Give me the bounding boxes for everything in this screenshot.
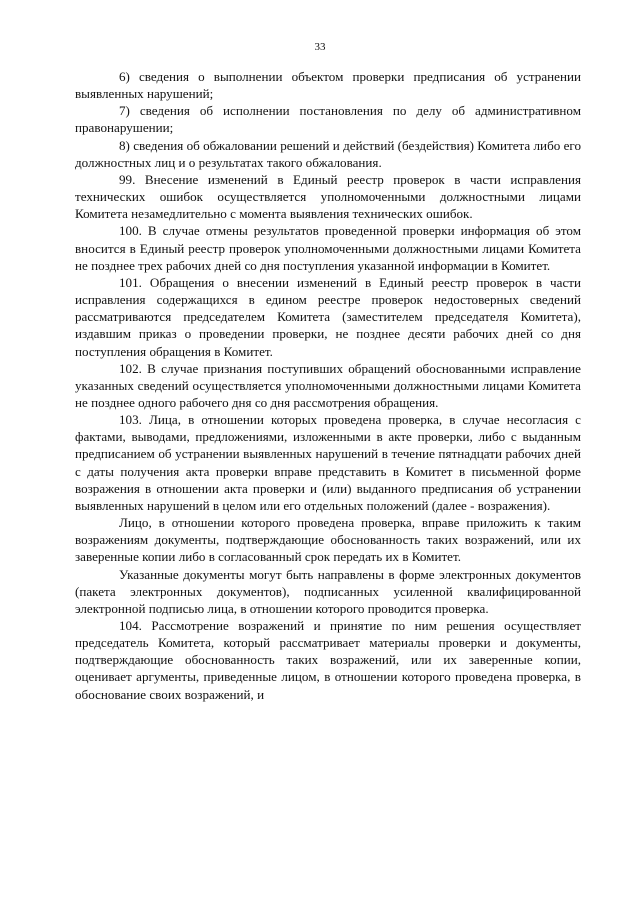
paragraph-103-electronic-documents: Указанные документы могут быть направлены в форме электронных документов (пакета электронных документов), подписанных усиленной квалифицированной электронной подписью лица, в отношении которого проводится проверка.: [75, 566, 581, 616]
paragraph-103-attachments: Лицо, в отношении которого проведена проверка, вправе приложить к таким возражениям документы, подтверждающие обоснованность таких возражений, или их заверенные копии либо в согласованный срок передать их в Комитет.: [75, 515, 581, 565]
paragraph-104: 104. Рассмотрение возражений и принятие по ним решения осуществляет председатель Комитета, который рассматривает материалы проверки и документы, подтверждающие обоснованность таких возражений, или их заверенные копии, оценивает аргументы, приведенные лицом, в отношении которого проведена проверка, в обоснование своих возражений, и: [75, 618, 581, 702]
paragraph-101: 101. Обращения о внесении изменений в Единый реестр проверок в части исправления содержащихся в едином реестре проверок недостоверных сведений рассматриваются председателем Комитета (заместителем председателя Комитета), издавшим приказ о проведении проверки, не позднее десяти рабочих дней со дня поступления обращения в Комитет.: [75, 274, 581, 359]
paragraph-item-8: 8) сведения об обжаловании решений и действий (бездействия) Комитета либо его должностных лиц и о результатах такого обжалования.: [75, 137, 581, 170]
paragraph-item-6: 6) сведения о выполнении объектом проверки предписания об устранении выявленных нарушений;: [75, 69, 581, 102]
document-body: [75, 68, 581, 703]
paragraph-99: 99. Внесение изменений в Единый реестр проверок в части исправления технических ошибок осуществляется уполномоченными должностными лицами Комитета незамедлительно с момента выявления технических ошибок.: [75, 171, 581, 222]
paragraph-item-7: 7) сведения об исполнении постановления по делу об административном правонарушении;: [75, 103, 581, 136]
paragraph-102: 102. В случае признания поступивших обращений обоснованными исправление указанных сведений осуществляется уполномоченными должностными лицами Комитета не позднее одного рабочего дня со дня рассмотрения обращения.: [75, 360, 581, 410]
paragraph-100: 100. В случае отмены результатов проведенной проверки информация об этом вносится в Единый реестр проверок уполномоченными должностными лицами Комитета не позднее трех рабочих дней со дня поступления указанной информации в Комитет.: [75, 223, 581, 273]
paragraph-103: 103. Лица, в отношении которых проведена проверка, в случае несогласия с фактами, выводами, предложениями, изложенными в акте проверки, либо с выданным предписанием об устранении выявленных нарушений в течение пятнадцати рабочих дней с даты получения акта проверки вправе представить в Комитет в письменной форме возражения в отношении акта проверки и (или) выданного предписания об устранении выявленных нарушений в целом или его отдельных положений (далее - возражения).: [75, 412, 581, 513]
page-number: 33: [314, 41, 326, 53]
